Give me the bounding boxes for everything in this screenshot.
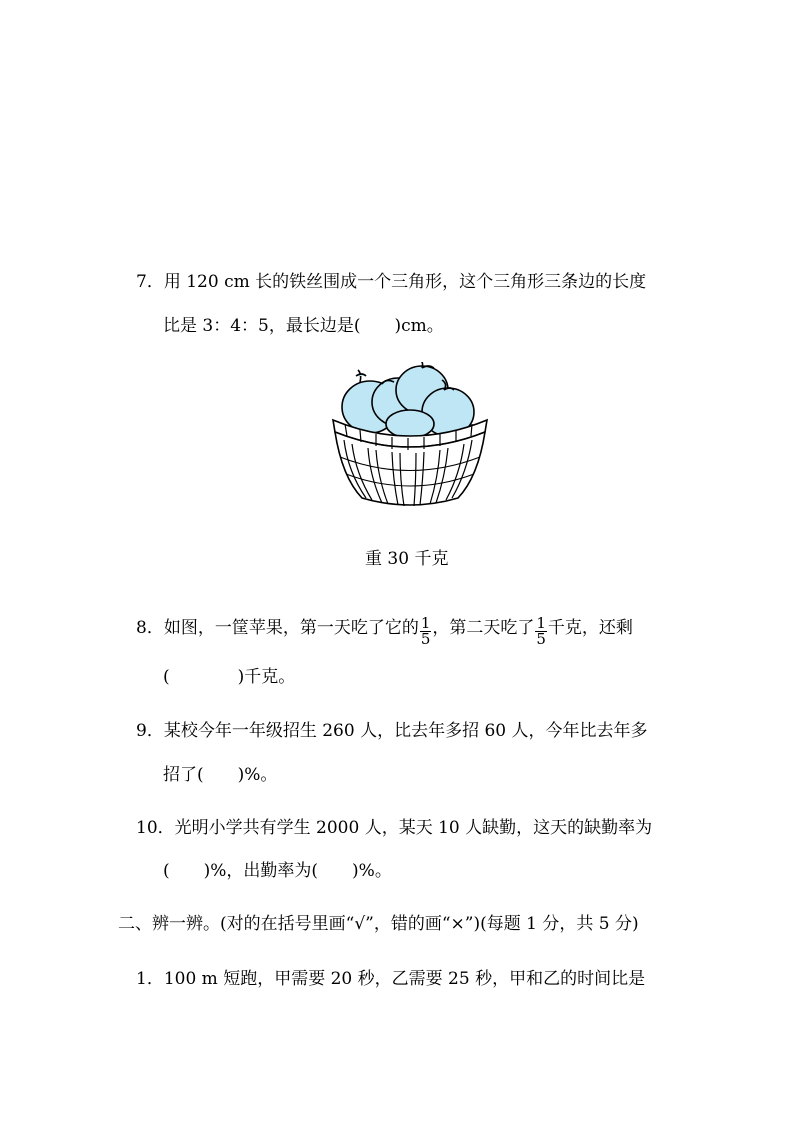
apple-5 (386, 410, 434, 438)
q8-text-part-3: 千克，还剩 (547, 618, 633, 638)
fraction-denominator: 5 (420, 630, 431, 648)
fraction-one-fifth-b (535, 616, 547, 647)
q9-line-2: 招了( )%。 (163, 765, 278, 785)
fraction-denominator: 5 (536, 630, 546, 648)
q8-line-2: ( )千克。 (163, 667, 296, 687)
section-2-heading: 二、辨一辨。(对的在括号里画“√”，错的画“×”)(每题 1 分，共 5 分) (118, 914, 639, 934)
fraction-one-fifth-a (420, 616, 432, 647)
q8-text-part-2: ，第二天吃了 (432, 618, 535, 638)
q10-line-2: ( )%，出勤率为( )%。 (163, 861, 392, 881)
fraction-numerator: 1 (420, 614, 431, 632)
fraction-numerator: 1 (536, 614, 546, 632)
q8-text-part-1: 8．如图，一筐苹果，第一天吃了它的 (136, 618, 419, 638)
figure-caption: 重 30 千克 (365, 549, 449, 569)
q9-line-1: 9．某校今年一年级招生 260 人，比去年多招 60 人，今年比去年多 (136, 721, 648, 741)
apple-basket-illustration (330, 362, 490, 512)
q7-line-2: 比是 3：4：5，最长边是( )cm。 (163, 316, 444, 336)
q10-line-1: 10．光明小学共有学生 2000 人，某天 10 人缺勤，这天的缺勤率为 (136, 818, 653, 838)
q7-line-1: 7．用 120 cm 长的铁丝围成一个三角形，这个三角形三条边的长度 (136, 272, 647, 292)
s2-q1-line-1: 1．100 m 短跑，甲需要 20 秒，乙需要 25 秒，甲和乙的时间比是 (136, 969, 646, 989)
q8-line-1 (136, 613, 633, 648)
